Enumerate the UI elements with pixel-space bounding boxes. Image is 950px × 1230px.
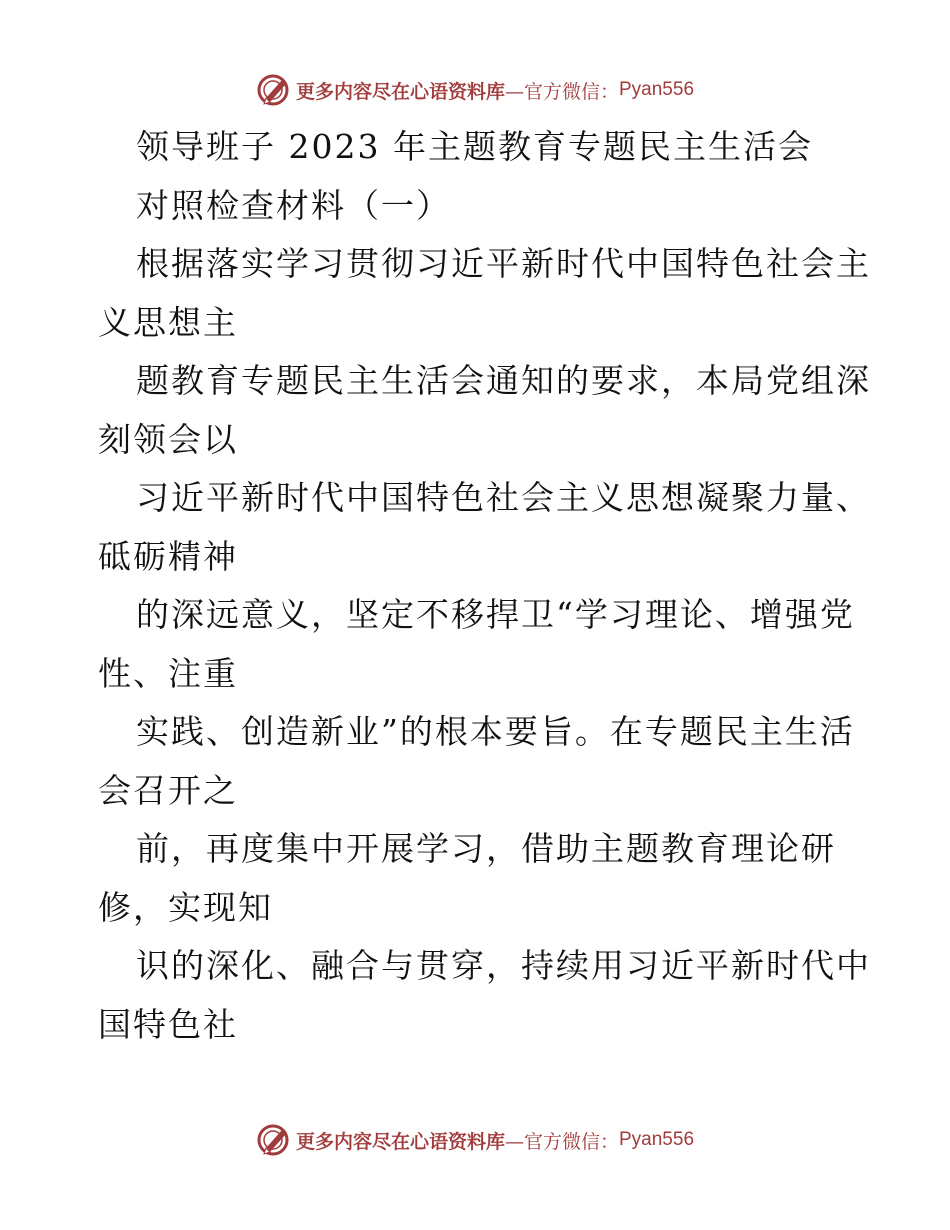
body-line: 的深远意义，坚定不移捍卫“学习理论、增强党	[136, 595, 855, 634]
watermark-contact-id: Pyan556	[619, 1129, 695, 1150]
body-line: 义思想主	[98, 302, 238, 342]
document-body	[98, 118, 871, 1054]
body-line: 性、注重	[98, 653, 238, 693]
watermark-contact-prefix: —官方微信：	[504, 80, 619, 103]
document-title-line-2: 对照检查材料（一）	[136, 185, 451, 225]
document-title-line-1: 领导班子 2023 年主题教育专题民主生活会	[136, 127, 813, 166]
pen-logo-icon	[256, 72, 292, 108]
body-line: 习近平新时代中国特色社会主义思想凝聚力量、	[136, 478, 871, 517]
body-line: 会召开之	[98, 770, 238, 810]
body-line: 实践、创造新业”的根本要旨。在专题民主生活	[136, 712, 855, 751]
watermark-brand: 更多内容尽在心语资料库	[295, 1130, 505, 1153]
body-line: 题教育专题民主生活会通知的要求，本局党组深	[136, 361, 871, 400]
body-line: 砥砺精神	[98, 536, 238, 576]
watermark-footer	[0, 1120, 950, 1160]
body-line: 识的深化、融合与贯穿，持续用习近平新时代中	[136, 946, 871, 985]
body-line: 前，再度集中开展学习，借助主题教育理论研	[136, 829, 836, 868]
pen-logo-icon	[256, 1122, 292, 1158]
body-line: 国特色社	[98, 1004, 238, 1044]
body-line: 根据落实学习贯彻习近平新时代中国特色社会主	[136, 244, 871, 283]
watermark-contact-prefix: —官方微信：	[504, 1130, 619, 1153]
watermark-header	[0, 70, 950, 110]
watermark-contact-id: Pyan556	[619, 79, 695, 100]
body-line: 刻领会以	[98, 419, 238, 459]
watermark-brand: 更多内容尽在心语资料库	[295, 80, 505, 103]
body-line: 修，实现知	[98, 887, 273, 927]
